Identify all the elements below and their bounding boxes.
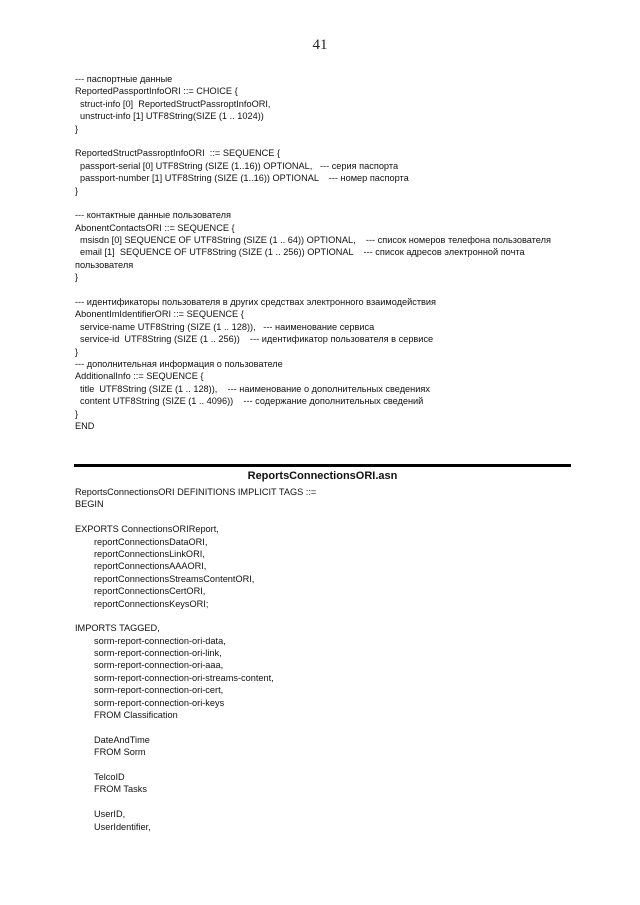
code-line: BEGIN	[75, 499, 104, 510]
blank-line	[75, 759, 595, 771]
code-line: AbonentImIdentifierORI ::= SEQUENCE {	[75, 309, 244, 320]
code-line: TelcoID	[94, 771, 125, 782]
code-line: struct-info [0] ReportedStructPassroptInfoORI,	[80, 98, 271, 109]
code-line: UserID,	[94, 809, 126, 820]
blank-line	[75, 796, 595, 808]
code-line: email [1] SEQUENCE OF UTF8String (SIZE (1 .. 256)) OPTIONAL --- список адресов электронной почта	[80, 247, 525, 258]
code-line: FROM Tasks	[94, 784, 147, 795]
code-line: msisdn [0] SEQUENCE OF UTF8String (SIZE (1 .. 64)) OPTIONAL, --- список номеров телефона пользователя	[80, 235, 551, 246]
file-title: ReportsConnectionsORI.asn	[247, 470, 398, 482]
code-line: --- идентификаторы пользователя в других средствах электронного взаимодействия	[75, 297, 437, 308]
code-line: sorm-report-connection-ori-keys	[94, 697, 225, 708]
code-line: passport-serial [0] UTF8String (SIZE (1..16)) OPTIONAL, --- серия паспорта	[80, 160, 399, 171]
code-line: }	[75, 408, 79, 419]
blank-line	[75, 135, 595, 147]
asn-code-block-reports-connections	[75, 486, 595, 833]
code-line: reportConnectionsKeysORI;	[94, 598, 209, 609]
blank-line	[75, 284, 595, 296]
code-line: UserIdentifier,	[94, 821, 151, 832]
page-number: 41	[312, 37, 328, 53]
blank-line	[75, 610, 595, 622]
code-line: ReportedStructPassroptInfoORI ::= SEQUENCE {	[75, 148, 281, 159]
code-line: DateAndTime	[94, 734, 150, 745]
code-line: sorm-report-connection-ori-streams-content,	[94, 672, 274, 683]
code-line: service-name UTF8String (SIZE (1 .. 128)), --- наименование сервиса	[80, 321, 375, 332]
code-line: }	[75, 272, 79, 283]
asn-code-block-passport-contacts	[75, 73, 595, 432]
code-line: sorm-report-connection-ori-link,	[94, 648, 222, 659]
blank-line	[75, 511, 595, 523]
code-line: --- паспортные данные	[75, 74, 173, 84]
code-line: ReportedPassportInfoORI ::= CHOICE {	[75, 86, 238, 97]
code-line: пользователя	[75, 259, 134, 270]
code-line: AdditionalInfo ::= SEQUENCE {	[75, 371, 204, 382]
code-line: sorm-report-connection-ori-aaa,	[94, 660, 224, 671]
code-line: content UTF8String (SIZE (1 .. 4096)) --- содержание дополнительных сведений	[80, 396, 424, 407]
code-line: reportConnectionsCertORI,	[94, 586, 206, 597]
code-line: }	[75, 185, 79, 196]
code-line: unstruct-info [1] UTF8String(SIZE (1 .. 1024))	[80, 111, 264, 122]
code-line: sorm-report-connection-ori-data,	[94, 635, 226, 646]
code-line: reportConnectionsStreamsContentORI,	[94, 573, 255, 584]
code-line: reportConnectionsAAAORI,	[94, 561, 207, 572]
code-line: END	[75, 420, 95, 431]
code-line: }	[75, 123, 79, 134]
code-line: EXPORTS ConnectionsORIReport,	[75, 524, 219, 535]
code-line: title UTF8String (SIZE (1 .. 128)), --- наименование о дополнительных сведениях	[80, 383, 430, 394]
code-line: ReportsConnectionsORI DEFINITIONS IMPLICIT TAGS ::=	[75, 487, 317, 497]
code-line: reportConnectionsDataORI,	[94, 536, 208, 547]
blank-line	[75, 721, 595, 733]
code-line: AbonentContactsORI ::= SEQUENCE {	[75, 222, 235, 233]
code-line: --- контактные данные пользователя	[75, 210, 231, 221]
code-line: FROM Sorm	[94, 747, 146, 758]
code-line: --- дополнительная информация о пользователе	[75, 358, 283, 369]
section-divider	[74, 464, 571, 467]
code-line: }	[75, 346, 79, 357]
code-line: passport-number [1] UTF8String (SIZE (1..16)) OPTIONAL --- номер паспорта	[80, 173, 409, 184]
code-line: IMPORTS TAGGED,	[75, 623, 160, 634]
code-line: reportConnectionsLinkORI,	[94, 548, 205, 559]
code-line: service-id UTF8String (SIZE (1 .. 256)) --- идентификатор пользователя в сервисе	[80, 334, 434, 345]
code-line: sorm-report-connection-ori-cert,	[94, 685, 224, 696]
blank-line	[75, 197, 595, 209]
code-line: FROM Classification	[94, 710, 178, 721]
